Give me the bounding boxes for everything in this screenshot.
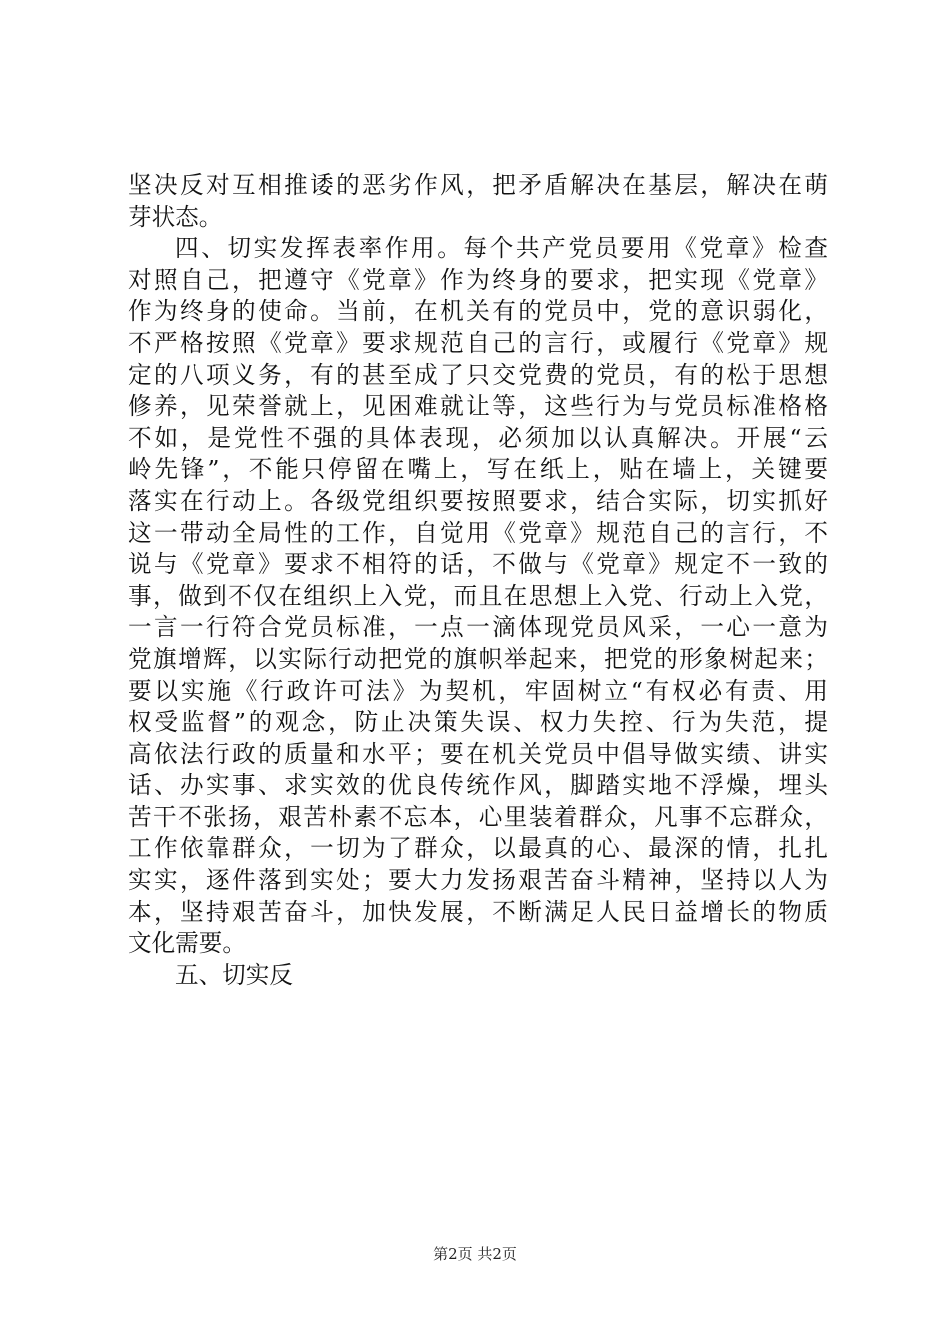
text-line: 一言一行符合党员标准，一点一滴体现党员风采，一心一意为 (128, 613, 828, 642)
text-line: 工作依靠群众，一切为了群众，以最真的心、最深的情，扎扎 (128, 834, 828, 863)
text-line: 文化需要。 (128, 929, 246, 958)
body-text (128, 170, 828, 991)
text-line: 落实在行动上。各级党组织要按照要求，结合实际，切实抓好 (128, 486, 828, 515)
text-line: 岭先锋”，不能只停留在嘴上，写在纸上，贴在墙上，关键要 (128, 455, 828, 484)
text-line: 坚决反对互相推诿的恶劣作风，把矛盾解决在基层，解决在萌 (128, 171, 828, 199)
text-line: 定的八项义务，有的甚至成了只交党费的党员，有的松于思想 (128, 360, 828, 389)
text-line: 权受监督”的观念，防止决策失误、权力失控、行为失范，提 (128, 708, 828, 737)
text-line: 说与《党章》要求不相符的话，不做与《党章》规定不一致的 (128, 550, 828, 579)
text-line: 党旗增辉，以实际行动把党的旗帜举起来，把党的形象树起来； (128, 644, 828, 673)
text-line: 修养，见荣誉就上，见困难就让等，这些行为与党员标准格格 (128, 392, 828, 421)
text-line: 这一带动全局性的工作，自觉用《党章》规范自己的言行，不 (128, 518, 828, 547)
text-line: 不如，是党性不强的具体表现，必须加以认真解决。开展“云 (128, 423, 828, 452)
text-line: 四、切实发挥表率作用。每个共产党员要用《党章》检查 (175, 234, 828, 263)
text-line: 对照自己，把遵守《党章》作为终身的要求，把实现《党章》 (128, 265, 828, 294)
text-line: 高依法行政的质量和水平；要在机关党员中倡导做实绩、讲实 (128, 739, 828, 768)
text-line: 五、切实反 (175, 960, 293, 989)
text-line: 芽状态。 (128, 202, 223, 231)
text-line: 苦干不张扬，艰苦朴素不忘本，心里装着群众，凡事不忘群众， (128, 802, 828, 831)
text-line: 作为终身的使命。当前，在机关有的党员中，党的意识弱化， (128, 297, 828, 326)
text-line: 要以实施《行政许可法》为契机，牢固树立“有权必有责、用 (128, 676, 828, 705)
text-line: 不严格按照《党章》要求规范自己的言行，或履行《党章》规 (128, 328, 828, 357)
text-line: 话、办实事、求实效的优良传统作风，脚踏实地不浮燥，埋头 (128, 771, 828, 800)
text-line: 事，做到不仅在组织上入党，而且在思想上入党、行动上入党， (128, 581, 828, 610)
text-line: 实实，逐件落到实处；要大力发扬艰苦奋斗精神，坚持以人为 (128, 866, 828, 895)
page-footer: 第2页 共2页 (433, 1245, 517, 1263)
text-line: 本，坚持艰苦奋斗，加快发展，不断满足人民日益增长的物质 (128, 897, 828, 926)
